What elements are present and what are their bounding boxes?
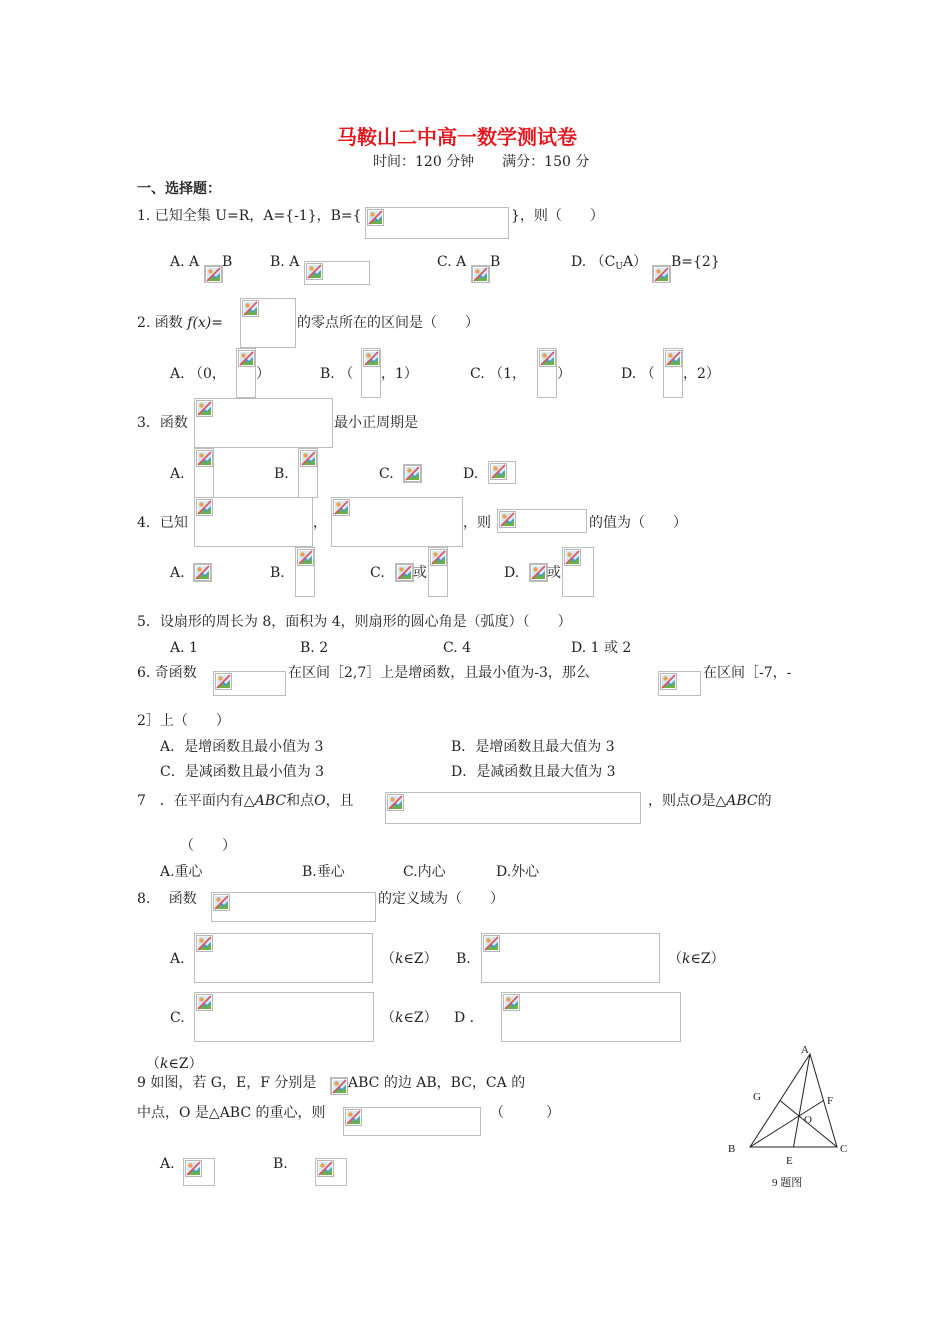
q1-option-c: C. A xyxy=(437,254,467,270)
q6-option-a: A．是增函数且最小值为 3 xyxy=(160,739,324,755)
label-g: G xyxy=(753,1091,761,1103)
q7-option-d: D.外心 xyxy=(496,864,540,880)
q2-option-c: C. （1， xyxy=(470,366,527,382)
q3-stem-b: 最小正周期是 xyxy=(334,415,418,431)
q8-stem-a: 8. 函数 xyxy=(137,891,197,907)
formula-image-icon xyxy=(330,1077,348,1095)
q9-answer-paren: （ ） xyxy=(490,1105,560,1121)
formula-image-icon xyxy=(315,1158,347,1186)
page-subtitle: 时间：120 分钟 满分：150 分 xyxy=(373,154,590,170)
q4-stem-c: 的值为（ ） xyxy=(589,515,687,531)
formula-image-icon xyxy=(501,992,681,1042)
q8-option-b-k: （k∈Z） xyxy=(668,951,725,967)
label-b: B xyxy=(728,1143,736,1155)
q1-option-d: D. $(C_UA)$ xyxy=(571,254,648,272)
q8-option-a-k: （k∈Z） xyxy=(381,951,438,967)
formula-image-icon xyxy=(488,461,516,484)
q1-stem-a: 1. 已知全集 U=R，A={-1}，B={ xyxy=(137,208,362,224)
label-c: C xyxy=(840,1143,848,1155)
q6-stem-a: 6. 奇函数 xyxy=(137,665,197,681)
q9-option-a: A. xyxy=(160,1156,175,1172)
median-bf xyxy=(750,1101,824,1148)
formula-image-icon xyxy=(481,933,660,983)
q5-option-a: A. 1 xyxy=(170,640,198,656)
q4-stem-b: ，则 xyxy=(463,515,491,531)
formula-image-icon xyxy=(236,348,256,398)
formula-image-icon xyxy=(403,464,422,483)
formula-image-icon xyxy=(240,298,296,348)
label-f: F xyxy=(827,1095,834,1107)
q2-option-b-tail: ，1） xyxy=(381,366,418,382)
formula-image-icon xyxy=(194,398,333,448)
label-a: A xyxy=(801,1044,809,1056)
q2-option-a-tail: ） xyxy=(256,366,270,382)
formula-image-icon xyxy=(343,1107,481,1136)
q7-option-b: B.垂心 xyxy=(302,864,345,880)
formula-image-icon xyxy=(193,563,212,582)
q9-stem-a: 9 如图，若 G，E，F 分别是 xyxy=(137,1075,317,1091)
q6-option-d: D．是减函数且最大值为 3 xyxy=(451,764,616,780)
section-heading: 一、选择题： xyxy=(137,181,221,197)
formula-image-icon xyxy=(298,448,318,498)
formula-image-icon xyxy=(194,992,374,1042)
q1-option-b: B. A xyxy=(270,254,300,270)
q5-option-c: C. 4 xyxy=(443,640,472,656)
q3-option-b: B. xyxy=(274,466,289,482)
formula-image-icon xyxy=(385,792,641,824)
formula-image-icon xyxy=(497,509,587,533)
q7-option-c: C.内心 xyxy=(403,864,446,880)
q4-option-d: D. xyxy=(504,565,520,581)
q1-stem-b: }，则（ ） xyxy=(511,208,604,224)
q3-option-c: C. xyxy=(379,466,394,482)
q2-option-d: D. （ xyxy=(621,366,655,382)
label-o: O xyxy=(804,1114,812,1126)
q3-option-d: D. xyxy=(463,466,479,482)
q6-stem-c: 在区间［-7，- xyxy=(703,665,792,681)
q1-option-c-tail: B xyxy=(490,254,501,270)
q2-option-a: A. （0， xyxy=(170,366,226,382)
formula-image-icon xyxy=(211,892,376,922)
q5-option-b: B. 2 xyxy=(300,640,329,656)
q8-option-b: B. xyxy=(456,951,471,967)
triangle-abc xyxy=(750,1054,837,1147)
q4-option-b: B. xyxy=(270,565,285,581)
q6-option-b: B．是增函数且最大值为 3 xyxy=(451,739,615,755)
q8-option-d: D ． xyxy=(454,1010,484,1026)
formula-image-icon xyxy=(194,448,214,498)
q8-option-a: A. xyxy=(170,951,185,967)
q2-option-d-tail: ，2） xyxy=(683,366,720,382)
formula-image-icon xyxy=(365,207,509,239)
q7-stem-end: ，则点O是△ABC的 xyxy=(648,793,772,809)
q4-option-c-or: 或 xyxy=(413,565,427,581)
formula-image-icon xyxy=(361,348,381,398)
q3-option-a: A. xyxy=(170,466,185,482)
q6-option-c: C．是减函数且最小值为 3 xyxy=(160,764,325,780)
q4-option-d-or: 或 xyxy=(547,565,561,581)
triangle-figure xyxy=(720,1040,860,1200)
q8-option-c: C. xyxy=(170,1010,185,1026)
q5-stem: 5．设扇形的周长为 8，面积为 4，则扇形的圆心角是（弧度）（ ） xyxy=(137,614,572,630)
q9-stem-b: ABC 的边 AB，BC，CA 的 xyxy=(348,1075,526,1091)
formula-image-icon xyxy=(183,1158,215,1186)
q4-option-a: A. xyxy=(170,565,185,581)
q3-stem-a: 3．函数 xyxy=(137,415,188,431)
q9-option-b: B. xyxy=(273,1156,288,1172)
formula-image-icon xyxy=(652,265,671,283)
formula-image-icon xyxy=(658,671,701,696)
formula-image-icon xyxy=(562,547,594,597)
q8-stem-b: 的定义域为（ ） xyxy=(378,891,504,907)
formula-image-icon xyxy=(395,563,414,582)
q4-stem-a: 4．已知 xyxy=(137,515,188,531)
page-title: 马鞍山二中高一数学测试卷 xyxy=(337,125,577,149)
q8-option-c-k: （k∈Z） xyxy=(381,1010,438,1026)
label-e: E xyxy=(786,1155,793,1167)
q4-comma: ， xyxy=(313,515,327,531)
formula-image-icon xyxy=(295,547,315,597)
formula-image-icon xyxy=(331,497,463,547)
q1-option-d-tail: B={2} xyxy=(671,254,720,270)
formula-image-icon xyxy=(194,497,313,547)
formula-image-icon xyxy=(304,261,370,285)
q4-option-c: C. xyxy=(370,565,385,581)
figure-caption: 9 题图 xyxy=(772,1177,803,1189)
q1-option-a: A. A xyxy=(170,254,200,270)
formula-image-icon xyxy=(204,265,223,283)
q2-stem: 2. 函数 f(x)= xyxy=(137,315,224,331)
formula-image-icon xyxy=(471,265,490,283)
formula-image-icon xyxy=(529,563,548,582)
q7-stem: 7 ．在平面内有△ABC和点O，且 xyxy=(137,793,354,809)
q6-stem-b: 在区间［2,7］上是增函数，且最小值为-3，那么 xyxy=(288,665,590,681)
median-ae xyxy=(794,1054,811,1147)
q1-option-a-tail: B xyxy=(222,254,233,270)
q2-option-b: B. （ xyxy=(320,366,354,382)
q7-answer-paren: （ ） xyxy=(180,838,236,854)
formula-image-icon xyxy=(213,671,286,696)
q2-stem-b: 的零点所在的区间是（ ） xyxy=(297,315,479,331)
q9-stem-c: 中点，O 是△ABC 的重心，则 xyxy=(137,1105,326,1121)
q8-option-d-k: （k∈Z） xyxy=(146,1056,203,1072)
q6-stem-d: 2］上（ ） xyxy=(137,713,230,729)
formula-image-icon xyxy=(194,933,373,983)
formula-image-icon xyxy=(537,348,557,398)
q7-option-a: A.重心 xyxy=(160,864,203,880)
q5-option-d: D. 1 或 2 xyxy=(571,640,632,656)
formula-image-icon xyxy=(428,547,448,597)
q2-option-c-tail: ） xyxy=(557,366,571,382)
formula-image-icon xyxy=(663,348,683,398)
